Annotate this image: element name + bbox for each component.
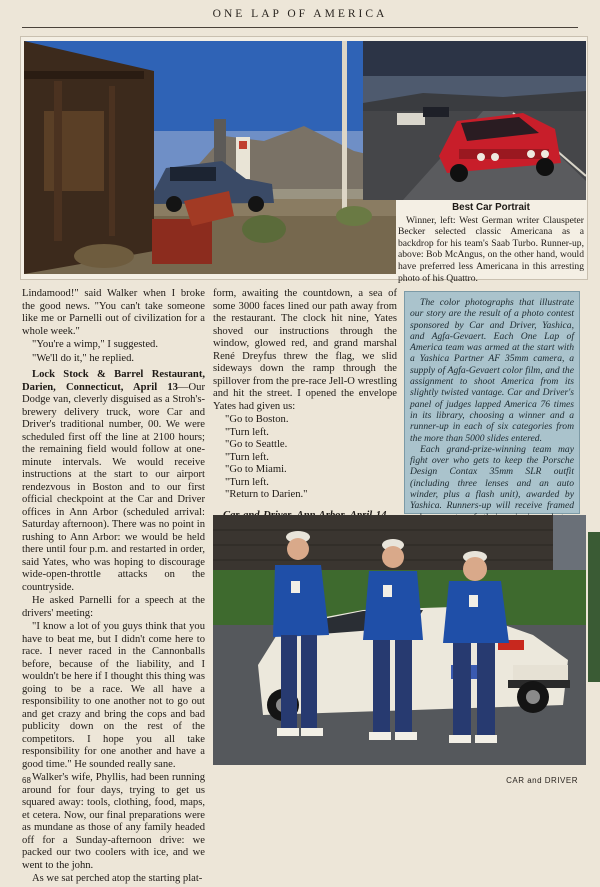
paragraph: He asked Parnelli for a speech at the drivers' meeting: bbox=[22, 595, 205, 619]
team-image bbox=[213, 515, 586, 765]
magazine-name: CAR and DRIVER bbox=[506, 776, 578, 785]
list-item: "Go to Miami. bbox=[225, 464, 287, 475]
caption-title: Best Car Portrait bbox=[452, 202, 530, 213]
photo-team bbox=[213, 515, 586, 765]
paragraph: "We'll do it," he replied. bbox=[32, 352, 135, 364]
quattro-image bbox=[363, 41, 586, 200]
adjacent-photo-edge bbox=[588, 532, 600, 682]
paragraph: "You're a wimp," I suggested. bbox=[32, 339, 159, 350]
paragraph: Lindamood!" said Walker when I broke the good news. "You can't take someone like me or Parnelli out of civilization for a whole week." bbox=[22, 288, 205, 337]
list-item: "Return to Darien." bbox=[225, 489, 308, 500]
paragraph bbox=[22, 369, 205, 594]
list-item: "Turn left. bbox=[225, 451, 269, 463]
list-item: "Turn left. bbox=[225, 426, 269, 438]
photo-quattro bbox=[363, 41, 586, 200]
section-label: Lock Stock & Barrel Restaurant, Darien, Connecticut, April 13 bbox=[22, 369, 205, 393]
header-rule bbox=[22, 27, 578, 28]
article-column-1 bbox=[22, 288, 205, 887]
sponsor-box bbox=[404, 291, 580, 514]
paragraph: As we sat perched atop the starting plat- bbox=[32, 873, 203, 884]
paragraph-text: —Our Dodge van, cleverly disguised as a Stroh's-brewery delivery truck, wore Car and Driver's traditional number, 00. We were scheduled first off the line at 2100 hours; the remaining field would follow at one-minute intervals. We would receive instructions at the start to our airport rendezvous in Boston and to our first official checkpoint at the Car and Driver offices in Ann Arbor (scheduled arrival: Saturday afternoon). There was no point in rushing to Ann Arbor: we would be held there until four p.m. and restarted in order, said Yates, who was hoping to discourage wide-open-throttle attacks on the countryside. bbox=[22, 381, 205, 593]
sponsor-paragraph: Each grand-prize-winning team may fight over who gets to keep the Porsche Design Contax 35mm SLR outfit (including three lenses and an auto winder, plus a flash unit), awarded by Yashica. Runners-up will receive framed bbox=[410, 443, 574, 512]
paragraph: Walker's wife, Phyllis, had been running around for four days, trying to get us squared away: tools, clothing, food, maps, et cetera. Now, our final preparations were as mundane as those of any family headed off for a Sunday-afternoon drive: we packed our two coolers with ice, and we went to the john. bbox=[22, 772, 205, 871]
list-item: "Go to Boston. bbox=[225, 414, 289, 425]
caption-body: Winner, left: West German writer Clauspeter Becker selected classic Americana as a backdrop for his team's Saab Turbo. Runner-up, above: Bob McAngus, on the other hand, would have preferred less Americana in this arresting photo of his Quattro. bbox=[398, 214, 584, 284]
paragraph: form, awaiting the countdown, a sea of some 3000 faces lined our path away from the restaurant. The clock hit nine, Yates shoved our instructions through the window, glowed red, and grand marshal René Dreyfus threw the flag, we slid sideways down the ramp through the spillover from the pre-race Jell-O wrestling and hit the street. I opened the envelope Yates had given us: bbox=[213, 288, 397, 412]
page-number: 68 bbox=[22, 776, 31, 785]
instruction-list bbox=[213, 414, 397, 502]
sponsor-paragraph: The color photographs that illustrate our story are the result of a photo contest sponsored by Car and Driver, Yashica, and Agfa-Gevaert. Each One Lap of America team was armed at the start with a Yashica Partner AF 35mm camera, a supply of Agfa-Gevaert color film, and the assignment to shoot America from its slightly twisted vantage. Car and Driver's panel of judges lapped America 76 times in its library, choosing a winner and a runner-up in each of six categories from the more than 5000 slides entered. bbox=[410, 297, 574, 444]
list-item: "Go to Seattle. bbox=[225, 439, 288, 450]
list-item: "Turn left. bbox=[225, 476, 269, 488]
paragraph: "I know a lot of you guys think that you have to beat me, but I didn't come here to race. I never raced in the Cannonballs before, because of the liability, and I wouldn't be here if I thought this thing was going to be a race. We all have a responsibility to one another not to go out and get crazy and bring the cops and bad publicity down on the rest of the competitors. I hope you all take responsibility for one another and have a good time." He sounded really sane. bbox=[22, 621, 205, 770]
photo-caption bbox=[398, 202, 584, 284]
running-header: ONE LAP OF AMERICA bbox=[212, 8, 388, 20]
saab-americana-image bbox=[24, 41, 396, 274]
photo-saab-americana bbox=[24, 41, 396, 274]
